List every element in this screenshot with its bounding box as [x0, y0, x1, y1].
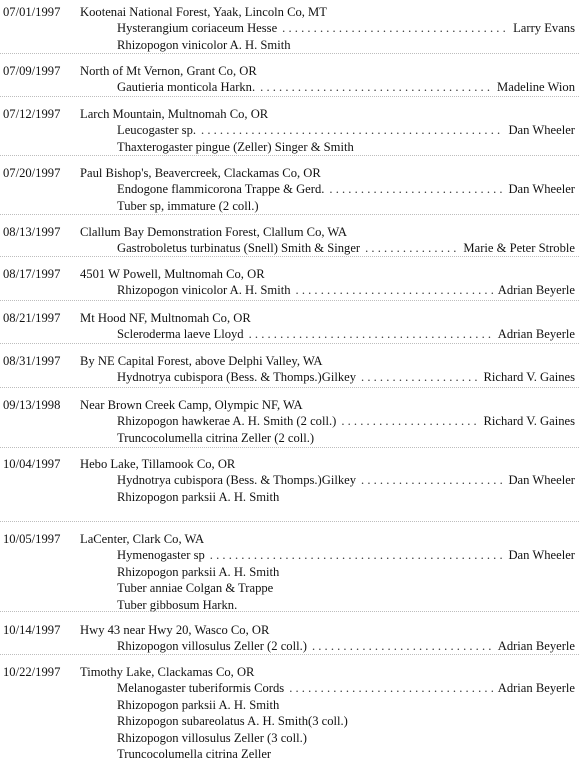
specimen-row [0, 240, 579, 256]
collector-name: Dan Wheeler [508, 123, 575, 138]
specimen-line [117, 240, 575, 256]
collector-name: Madeline Wion [497, 80, 575, 95]
collection-entry [0, 4, 579, 53]
specimen-line [117, 489, 575, 505]
specimen-line [117, 122, 575, 138]
collection-location: 4501 W Powell, Multnomah Co, OR [80, 267, 265, 281]
specimen-row [0, 369, 579, 385]
collector-name: Larry Evans [513, 21, 575, 36]
specimen-row [0, 638, 579, 654]
collection-date: 10/05/1997 [3, 532, 61, 546]
specimen-line [117, 430, 575, 446]
specimen-name: Tuber anniae Colgan & Trappe [117, 581, 274, 596]
specimen-row [0, 37, 579, 53]
entry-header-row [0, 310, 579, 326]
collection-location: Timothy Lake, Clackamas Co, OR [80, 665, 255, 679]
entry-divider [0, 654, 579, 655]
specimen-name: Rhizopogon subareolatus A. H. Smith(3 coll.) [117, 714, 348, 729]
entry-divider [0, 611, 579, 612]
collector-name: Dan Wheeler [508, 473, 575, 488]
collector-name: Marie & Peter Stroble [463, 241, 575, 256]
specimen-row [0, 79, 579, 95]
specimen-line [117, 680, 575, 696]
specimen-row [0, 430, 579, 446]
specimen-name: Endogone flammicorona Trappe & Gerd. [117, 182, 325, 197]
entry-header-row [0, 622, 579, 638]
collection-entry [0, 63, 579, 96]
collector-name: Richard V. Gaines [483, 370, 575, 385]
specimen-row [0, 198, 579, 214]
specimen-row [0, 413, 579, 429]
collector-name: Dan Wheeler [508, 548, 575, 563]
collection-date: 08/17/1997 [3, 267, 61, 281]
specimen-line [117, 139, 575, 155]
collector-name: Adrian Beyerle [497, 283, 575, 298]
specimen-row [0, 564, 579, 580]
specimen-row [0, 326, 579, 342]
entry-header-row [0, 397, 579, 413]
entry-divider [0, 521, 579, 522]
collection-location: By NE Capital Forest, above Delphi Valley, WA [80, 354, 323, 368]
entry-header-row [0, 63, 579, 79]
specimen-row [0, 282, 579, 298]
specimen-name: Rhizopogon hawkerae A. H. Smith (2 coll.) [117, 414, 337, 429]
collection-date: 07/12/1997 [3, 107, 61, 121]
collector-name: Adrian Beyerle [497, 681, 575, 696]
specimen-name: Tuber sp, immature (2 coll.) [117, 198, 259, 213]
specimen-row [0, 489, 579, 505]
dot-leader [296, 282, 493, 298]
dot-leader [249, 326, 493, 342]
entry-header-row [0, 106, 579, 122]
specimen-row [0, 580, 579, 596]
specimen-row [0, 122, 579, 138]
entry-header-row [0, 664, 579, 680]
dot-leader [361, 369, 478, 385]
specimen-row [0, 20, 579, 36]
specimen-name: Tuber gibbosum Harkn. [117, 597, 238, 612]
entry-divider [0, 214, 579, 215]
collection-entry [0, 531, 579, 613]
collector-name: Dan Wheeler [508, 182, 575, 197]
specimen-name: Scleroderma laeve Lloyd [117, 327, 244, 342]
dot-leader [329, 181, 503, 197]
collection-entry [0, 106, 579, 155]
dot-leader [289, 680, 493, 696]
specimen-name: Truncocolumella citrina Zeller [117, 746, 272, 761]
entry-divider [0, 343, 579, 344]
collection-date: 08/21/1997 [3, 311, 61, 325]
entry-divider [0, 300, 579, 301]
collection-entry [0, 165, 579, 214]
collection-location: Kootenai National Forest, Yaak, Lincoln Co, MT [80, 5, 327, 19]
specimen-name: Hymenogaster sp [117, 548, 205, 563]
collection-location: Paul Bishop's, Beavercreek, Clackamas Co, OR [80, 166, 321, 180]
specimen-row [0, 730, 579, 746]
specimen-name: Thaxterogaster pingue (Zeller) Singer & Smith [117, 139, 354, 154]
collection-entry [0, 622, 579, 655]
specimen-line [117, 472, 575, 488]
entry-divider [0, 155, 579, 156]
dot-leader [201, 122, 503, 138]
specimen-row [0, 713, 579, 729]
specimen-name: Rhizopogon parksii A. H. Smith [117, 697, 280, 712]
entry-divider [0, 256, 579, 257]
collection-date: 10/04/1997 [3, 457, 61, 471]
specimen-line [117, 282, 575, 298]
specimen-row [0, 547, 579, 563]
specimen-line [117, 564, 575, 580]
entry-header-row [0, 353, 579, 369]
collection-location: Larch Mountain, Multnomah Co, OR [80, 107, 269, 121]
entry-divider [0, 447, 579, 448]
collection-entry [0, 310, 579, 343]
specimen-name: Rhizopogon vinicolor A. H. Smith [117, 37, 291, 52]
specimen-line [117, 730, 575, 746]
entry-header-row [0, 531, 579, 547]
collection-date: 08/31/1997 [3, 354, 61, 368]
entry-header-row [0, 224, 579, 240]
entry-header-row [0, 165, 579, 181]
specimen-line [117, 547, 575, 563]
specimen-name: Rhizopogon parksii A. H. Smith [117, 489, 280, 504]
specimen-name: Melanogaster tuberiformis Cords [117, 681, 285, 696]
dot-leader [312, 638, 493, 654]
dot-leader [260, 79, 492, 95]
collection-entry [0, 664, 579, 762]
specimen-name: Leucogaster sp. [117, 123, 197, 138]
collection-location: North of Mt Vernon, Grant Co, OR [80, 64, 257, 78]
specimen-line [117, 413, 575, 429]
collection-date: 07/09/1997 [3, 64, 61, 78]
specimen-line [117, 198, 575, 214]
entry-divider [0, 53, 579, 54]
specimen-row [0, 746, 579, 762]
specimen-row [0, 680, 579, 696]
specimen-line [117, 326, 575, 342]
dot-leader [210, 547, 504, 563]
dot-leader [361, 472, 503, 488]
collector-name: Richard V. Gaines [483, 414, 575, 429]
dot-leader [341, 413, 478, 429]
collection-location: Mt Hood NF, Multnomah Co, OR [80, 311, 251, 325]
specimen-line [117, 746, 575, 762]
specimen-name: Rhizopogon vinicolor A. H. Smith [117, 283, 291, 298]
specimen-line [117, 181, 575, 197]
collection-date: 10/14/1997 [3, 623, 61, 637]
collection-location: Hebo Lake, Tillamook Co, OR [80, 457, 236, 471]
collection-entry [0, 224, 579, 257]
specimen-name: Rhizopogon villosulus Zeller (2 coll.) [117, 639, 307, 654]
entry-header-row [0, 4, 579, 20]
collection-date: 07/20/1997 [3, 166, 61, 180]
collection-location: Clallum Bay Demonstration Forest, Clallum Co, WA [80, 225, 348, 239]
collector-name: Adrian Beyerle [497, 639, 575, 654]
collection-date: 09/13/1998 [3, 398, 61, 412]
dot-leader [365, 240, 458, 256]
specimen-line [117, 37, 575, 53]
collection-date: 08/13/1997 [3, 225, 61, 239]
specimen-line [117, 20, 575, 36]
collection-date: 07/01/1997 [3, 5, 61, 19]
specimen-name: Gautieria monticola Harkn. [117, 80, 256, 95]
specimen-name: Rhizopogon parksii A. H. Smith [117, 564, 280, 579]
specimen-line [117, 79, 575, 95]
specimen-row [0, 697, 579, 713]
collection-date: 10/22/1997 [3, 665, 61, 679]
specimen-name: Hydnotrya cubispora (Bess. & Thomps.)Gilkey [117, 370, 357, 385]
entry-header-row [0, 456, 579, 472]
entry-header-row [0, 266, 579, 282]
specimen-name: Truncocolumella citrina Zeller (2 coll.) [117, 430, 315, 445]
collector-name: Adrian Beyerle [497, 327, 575, 342]
collection-entry [0, 397, 579, 446]
specimen-line [117, 713, 575, 729]
specimen-name: Hysterangium coriaceum Hesse [117, 21, 278, 36]
collection-entry [0, 353, 579, 386]
collection-location: Hwy 43 near Hwy 20, Wasco Co, OR [80, 623, 270, 637]
specimen-row [0, 472, 579, 488]
specimen-line [117, 638, 575, 654]
specimen-line [117, 369, 575, 385]
entry-divider [0, 96, 579, 97]
collection-entry [0, 456, 579, 505]
collection-location: LaCenter, Clark Co, WA [80, 532, 205, 546]
collection-location: Near Brown Creek Camp, Olympic NF, WA [80, 398, 303, 412]
dot-leader [282, 20, 508, 36]
entry-divider [0, 387, 579, 388]
specimen-name: Gastroboletus turbinatus (Snell) Smith & Singer [117, 241, 361, 256]
specimen-row [0, 139, 579, 155]
specimen-row [0, 181, 579, 197]
specimen-name: Rhizopogon villosulus Zeller (3 coll.) [117, 730, 307, 745]
specimen-line [117, 697, 575, 713]
collection-entry [0, 266, 579, 299]
specimen-name: Hydnotrya cubispora (Bess. & Thomps.)Gilkey [117, 473, 357, 488]
specimen-line [117, 580, 575, 596]
